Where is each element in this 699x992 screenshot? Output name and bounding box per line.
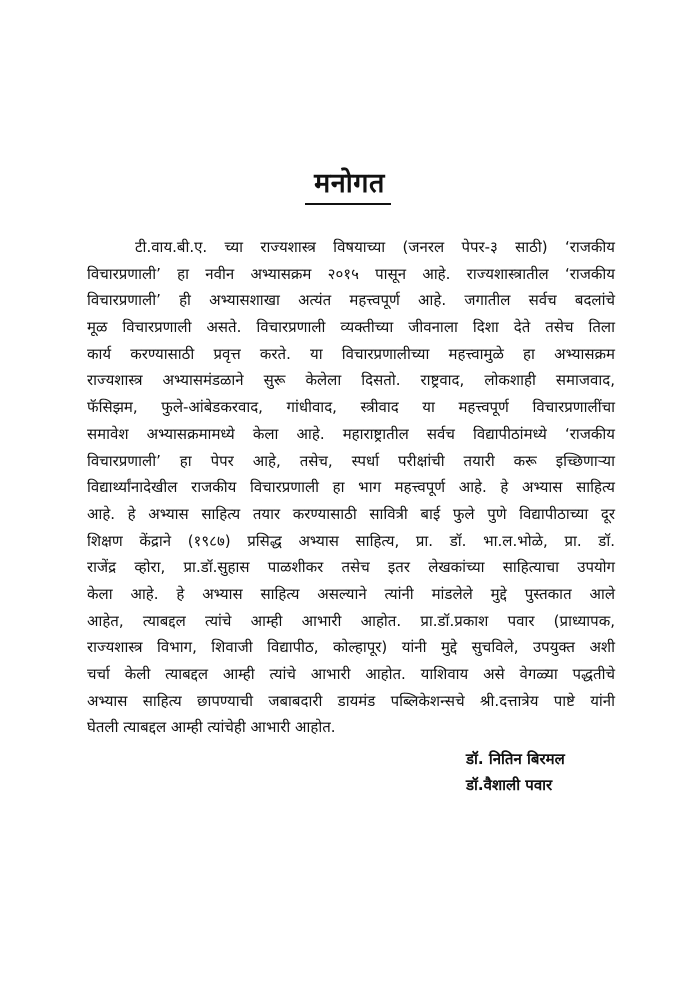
paragraph-line: घेतली त्याबद्दल आम्ही त्यांचेही आभारी आहोत. [87, 718, 336, 737]
preface-paragraph [87, 234, 615, 741]
paragraph-line: समावेश अभ्यासक्रमामध्ये केला आहे. महाराष्ट्रातील सर्वच विद्यापीठांमध्ये ‘राजकीय [87, 424, 615, 443]
paragraph-line: चर्चा केली त्याबद्दल आम्ही त्यांचे आभारी आहोत. याशिवाय असे वेगळ्या पद्धतीचे [87, 665, 615, 683]
signature-block [466, 746, 565, 798]
paragraph-line: आहे. हे अभ्यास साहित्य तयार करण्यासाठी सावित्री बाई फुले पुणे विद्यापीठाच्या दूर [87, 504, 615, 523]
paragraph-line: राज्यशास्त्र विभाग, शिवाजी विद्यापीठ, कोल्हापूर) यांनी मुद्दे सुचविले, उपयुक्त अशी [87, 638, 615, 657]
paragraph-line: कार्य करण्यासाठी प्रवृत्त करते. या विचारप्रणालीच्या महत्त्वामुळे हा अभ्यासक्रम [87, 344, 615, 363]
paragraph-line: विद्यार्थ्यांनादेखील राजकीय विचारप्रणाली हा भाग महत्त्वपूर्ण आहे. हे अभ्यास साहित्य [87, 478, 615, 497]
paragraph-line: टी.वाय.बी.ए. च्या राज्यशास्त्र विषयाच्या (जनरल पेपर-३ साठी) ‘राजकीय [135, 238, 615, 256]
author-name: डॉ. नितिन बिरमल [466, 750, 565, 768]
paragraph-line: राज्यशास्त्र अभ्यासमंडळाने सुरू केलेला दिसतो. राष्ट्रवाद, लोकशाही समाजवाद, [87, 371, 615, 390]
paragraph-line: आहेत, त्याबद्दल त्यांचे आम्ही आभारी आहोत. प्रा.डॉ.प्रकाश पवार (प्राध्यापक, [87, 611, 615, 630]
page-title: मनोगत [314, 168, 385, 199]
paragraph-line: अभ्यास साहित्य छापण्याची जबाबदारी डायमंड पब्लिकेशन्सचे श्री.दत्तात्रेय पाष्टे यांनी [87, 691, 615, 710]
author-name: डॉ.वैशाली पवार [466, 776, 553, 794]
paragraph-line: विचारप्रणाली’ हा पेपर आहे, तसेच, स्पर्धा परीक्षांची तयारी करू इच्छिणाऱ्या [87, 451, 615, 470]
paragraph-line: फॅसिझम, फुले-आंबेडकरवाद, गांधीवाद, स्त्रीवाद या महत्त्वपूर्ण विचारप्रणालींचा [87, 398, 615, 417]
paragraph-line: राजेंद्र व्होरा, प्रा.डॉ.सुहास पाळशीकर तसेच इतर लेखकांच्या साहित्याचा उपयोग [87, 558, 615, 577]
paragraph-line: शिक्षण केंद्राने (१९८७) प्रसिद्ध अभ्यास साहित्य, प्रा. डॉ. भा.ल.भोळे, प्रा. डॉ. [87, 531, 615, 550]
title-underline [305, 203, 391, 205]
paragraph-line: केला आहे. हे अभ्यास साहित्य असल्याने त्यांनी मांडलेले मुद्दे पुस्तकात आले [87, 584, 615, 603]
paragraph-line: मूळ विचारप्रणाली असते. विचारप्रणाली व्यक्तीच्या जीवनाला दिशा देते तसेच तिला [87, 318, 615, 337]
paragraph-line: विचारप्रणाली’ ही अभ्यासशाखा अत्यंत महत्त्वपूर्ण आहे. जगातील सर्वच बदलांचे [87, 291, 615, 310]
paragraph-line: विचारप्रणाली’ हा नवीन अभ्यासक्रम २०१५ पासून आहे. राज्यशास्त्रातील ‘राजकीय [87, 264, 615, 283]
